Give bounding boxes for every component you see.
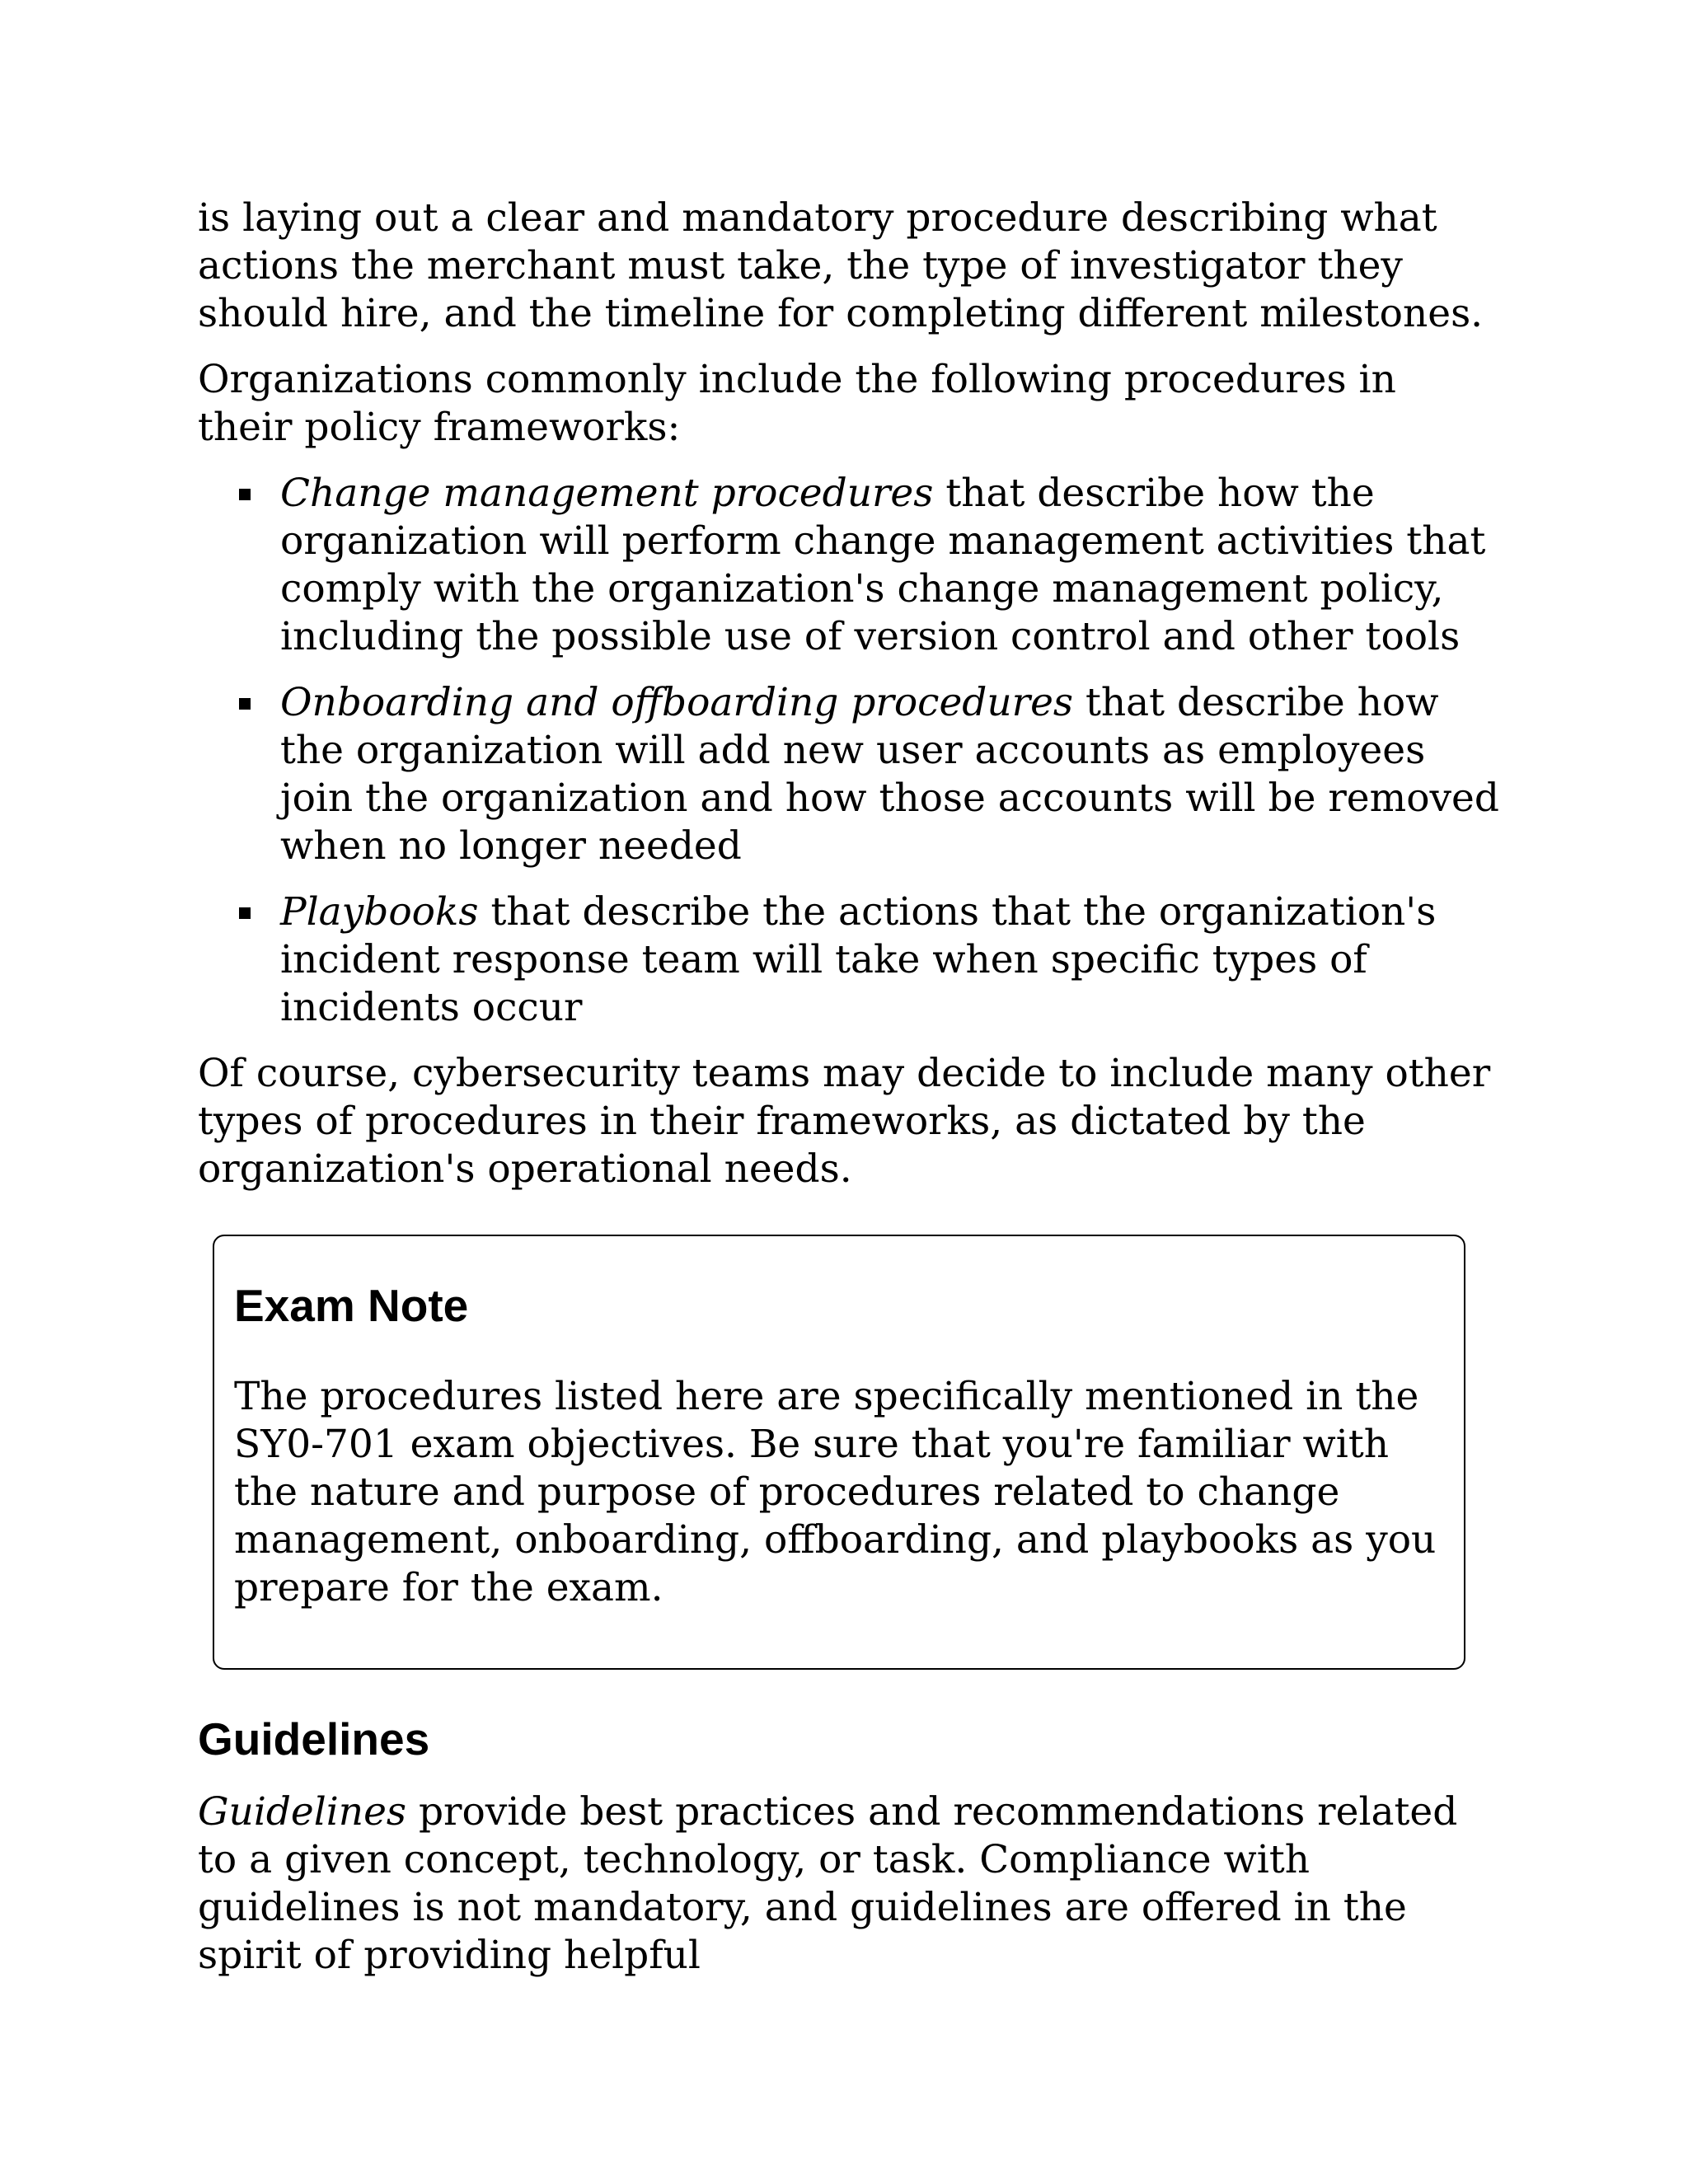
intro-paragraph: is laying out a clear and mandatory procedure describing what actions the merchant must take, the type of investigator they should hire, and the timeline for completing different milestones. xyxy=(198,195,1484,336)
list-item-onboarding-offboarding xyxy=(280,679,1500,870)
procedures-list xyxy=(198,470,1500,1032)
square-bullet-icon xyxy=(239,698,251,710)
list-item-playbooks xyxy=(280,888,1500,1032)
closing-paragraph: Of course, cybersecurity teams may decide to include many other types of procedures in their frameworks, as dictated by the organization's operational needs. xyxy=(198,1051,1491,1192)
guidelines-heading: Guidelines xyxy=(198,1713,430,1765)
guidelines-text: provide best practices and recommendations related to a given concept, technology, or task. Compliance with guidelines is not mandatory, and guidelines are offered in the spirit of providing helpful xyxy=(198,1789,1458,1978)
description-playbooks: that describe the actions that the organization's incident response team will take when specific types of incidents occur xyxy=(280,889,1437,1030)
exam-note-title: Exam Note xyxy=(234,1280,469,1331)
document-page xyxy=(198,194,1500,1998)
square-bullet-icon xyxy=(239,907,251,919)
exam-note-box xyxy=(213,1235,1465,1670)
description-onboarding-offboarding: that describe how the organization will add new user accounts as employees join the organization and how those accounts will be removed when no longer needed xyxy=(280,680,1499,869)
guidelines-paragraph xyxy=(198,1788,1500,1980)
guidelines-term: Guidelines xyxy=(198,1789,407,1835)
term-playbooks: Playbooks xyxy=(280,889,479,935)
term-onboarding-offboarding: Onboarding and offboarding procedures xyxy=(280,680,1074,725)
list-item-change-management xyxy=(280,470,1500,661)
exam-note-text: The procedures listed here are specifically mentioned in the SY0-701 exam objectives. Be sure that you're familiar with the nature and purpose of procedures related to change management, onboarding, offboarding, and playbooks as you prepare for the exam. xyxy=(234,1374,1437,1610)
procedures-lead-in: Organizations commonly include the following procedures in their policy frameworks: xyxy=(198,357,1396,450)
term-change-management: Change management procedures xyxy=(280,471,934,516)
description-change-management: that describe how the organization will perform change management activities that comply with the organization's change management policy, including the possible use of version control and other tools xyxy=(280,471,1486,659)
square-bullet-icon xyxy=(239,489,251,500)
